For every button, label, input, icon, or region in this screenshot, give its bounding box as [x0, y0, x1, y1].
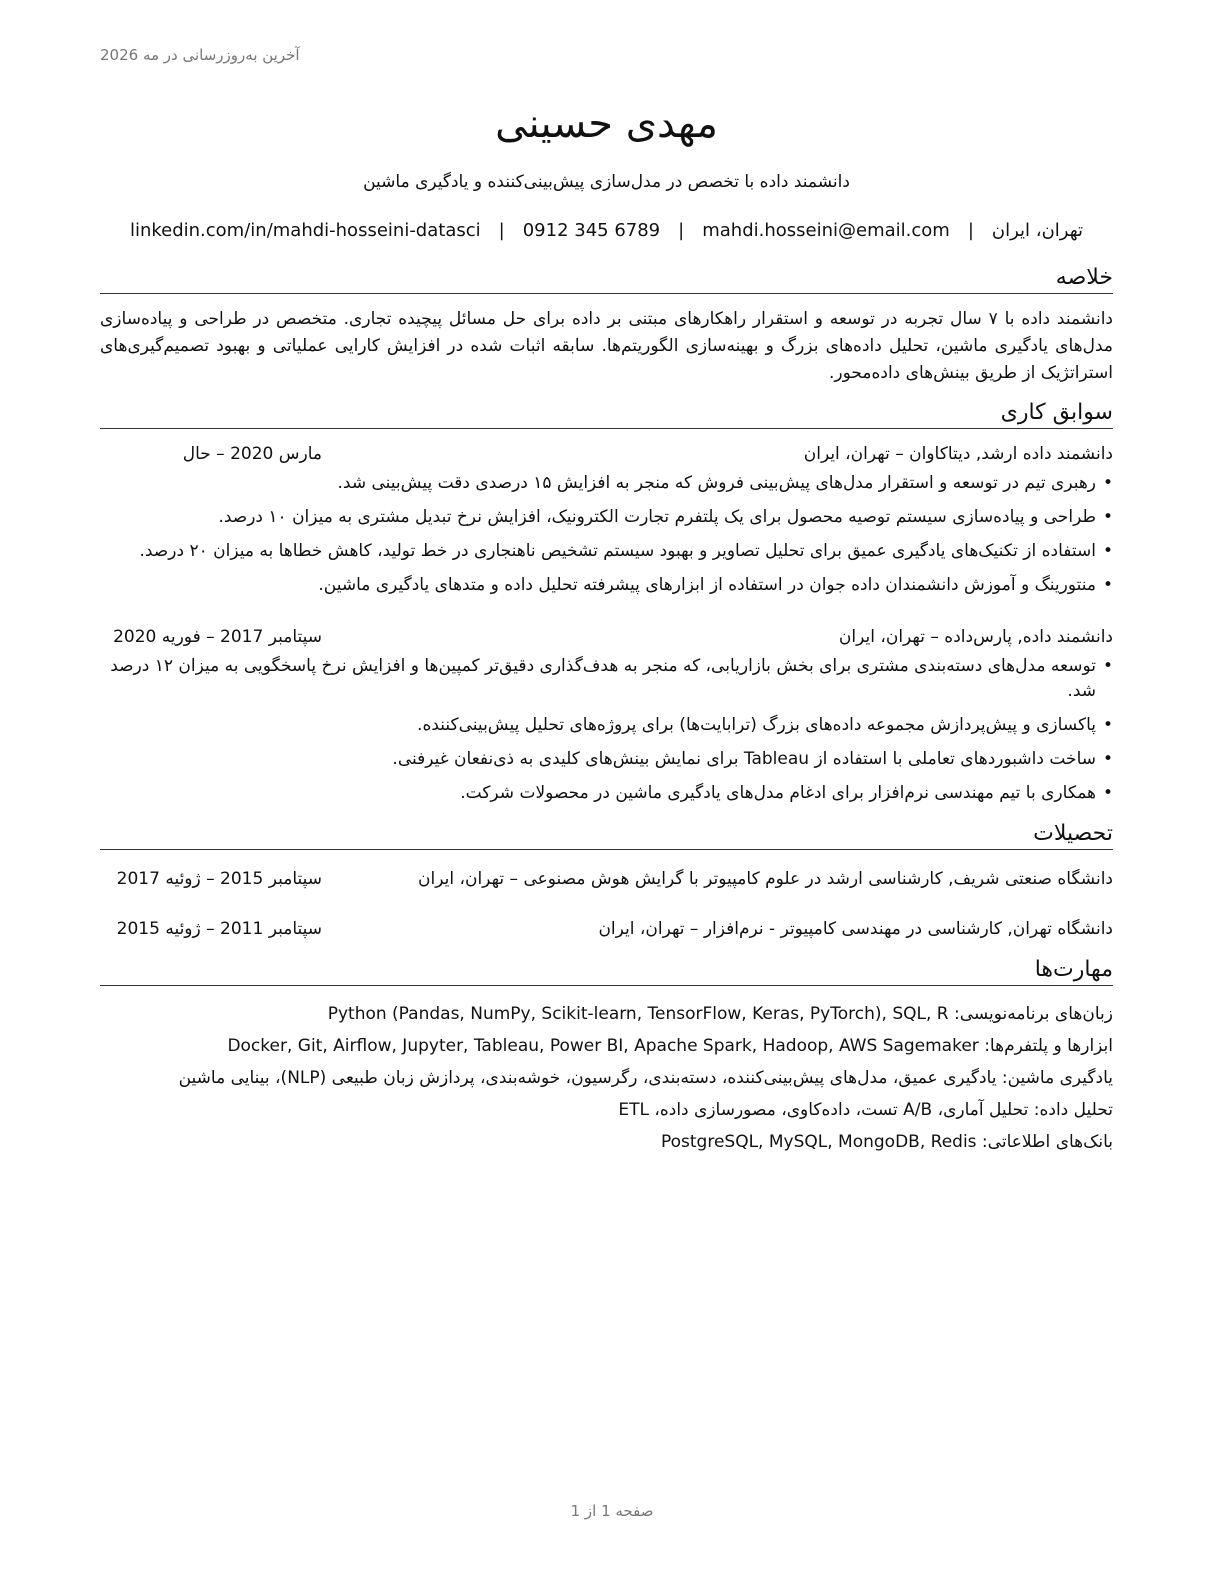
education-dates: سپتامبر 2011 – ژوئیه 2015 [116, 919, 322, 939]
job-bullet: • منتورینگ و آموزش دانشمندان داده جوان در استفاده از ابزارهای پیشرفته تحلیل داده و متدهای یادگیری ماشین. [100, 573, 1113, 598]
job-bullets [100, 654, 1113, 806]
summary-heading: خلاصه [100, 264, 1113, 294]
page-number: صفحه 1 از 1 [570, 1502, 654, 1520]
job-title: دانشمند داده ارشد, دیتاکاوان – تهران، ایران [803, 444, 1113, 464]
job-bullet: • طراحی و پیاده‌سازی سیستم توصیه محصول برای یک پلتفرم تجارت الکترونیک، افزایش نرخ تبدیل مشتری به میزان ۱۰ درصد. [100, 505, 1113, 530]
education-title: دانشگاه صنعتی شریف, کارشناسی ارشد در علوم کامپیوتر با گرایش هوش مصنوعی – تهران، ایران [418, 869, 1113, 889]
contact-separator: | [498, 220, 505, 241]
skills-list [100, 998, 1113, 1158]
contact-email[interactable]: mahdi.hosseini@email.com [702, 220, 950, 241]
education-dates: سپتامبر 2015 – ژوئیه 2017 [116, 869, 322, 889]
job-dates: سپتامبر 2017 – فوریه 2020 [113, 627, 322, 647]
summary-text: دانشمند داده با ۷ سال تجربه در توسعه و استقرار راهکارهای مبتنی بر داده برای حل مسائل پیچیده تجاری. متخصص در طراحی و پیاده‌سازی مدل‌های یادگیری ماشین، تحلیل داده‌های بزرگ و بهینه‌سازی الگوریتم‌ها. سابقه اثبات شده در افزایش کارایی عملیاتی و بهبود تصمیم‌گیری‌های استراتژیک از طریق بینش‌های داده‌محور. [100, 309, 1114, 383]
education-entry [100, 916, 1113, 942]
job-dates: مارس 2020 – حال [182, 444, 322, 464]
job-bullet: • رهبری تیم در توسعه و استقرار مدل‌های پیش‌بینی فروش که منجر به افزایش ۱۵ درصدی دقت پیش‌بینی شد. [100, 471, 1113, 496]
job-bullet: • پاکسازی و پیش‌پردازش مجموعه داده‌های بزرگ (ترابایت‌ها) برای پروژه‌های تحلیل پیش‌بینی‌کننده. [100, 713, 1113, 738]
skill-line: ابزارها و پلتفرم‌ها: Docker, Git, Airflow, Jupyter, Tableau, Power BI, Apache Spark, Hadoop, AWS Sagemaker [227, 1036, 1113, 1056]
job-entry [100, 624, 1113, 806]
education-section [100, 820, 1113, 942]
summary-section [100, 264, 1113, 387]
skill-line: زبان‌های برنامه‌نویسی: Python (Pandas, NumPy, Scikit-learn, TensorFlow, Keras, PyTorch), SQL, R [327, 1004, 1113, 1024]
skills-heading: مهارت‌ها [100, 956, 1113, 986]
job-bullet: • همکاری با تیم مهندسی نرم‌افزار برای ادغام مدل‌های یادگیری ماشین در محصولات شرکت. [100, 781, 1113, 806]
job-bullet: • ساخت داشبوردهای تعاملی با استفاده از Tableau برای نمایش بینش‌های کلیدی به ذی‌نفعان غیرفنی. [100, 747, 1113, 772]
education-entry [100, 866, 1113, 892]
education-heading: تحصیلات [100, 820, 1113, 850]
resume-page [100, 96, 1113, 1158]
job-header [100, 624, 1113, 650]
contact-location: تهران، ایران [991, 220, 1084, 241]
job-bullets [100, 471, 1113, 598]
candidate-tagline: دانشمند داده با تخصص در مدل‌سازی پیش‌بینی‌کننده و یادگیری ماشین [363, 172, 850, 192]
job-entry [100, 441, 1113, 598]
job-header [100, 441, 1113, 467]
last-updated-note: آخرین به‌روزرسانی در مه 2026 [100, 46, 300, 64]
education-title: دانشگاه تهران, کارشناسی در مهندسی کامپیوتر - نرم‌افزار – تهران، ایران [598, 919, 1113, 939]
contact-linkedin[interactable]: linkedin.com/in/mahdi-hosseini-datasci [129, 220, 481, 241]
job-bullet: • توسعه مدل‌های دسته‌بندی مشتری برای بخش بازاریابی، که منجر به هدف‌گذاری دقیق‌تر کمپین‌ها و افزایش نرخ پاسخگویی به میزان ۱۲ درصد شد. [100, 654, 1113, 704]
contact-line [100, 218, 1113, 244]
job-title: دانشمند داده, پارس‌داده – تهران، ایران [838, 627, 1113, 647]
contact-phone[interactable]: 0912 345 6789 [522, 220, 661, 241]
experience-heading: سوابق کاری [100, 399, 1113, 429]
skills-section [100, 956, 1113, 1158]
candidate-name: مهدی حسینی [495, 101, 718, 147]
contact-separator: | [967, 220, 974, 241]
skill-line: بانک‌های اطلاعاتی: PostgreSQL, MySQL, MongoDB, Redis [660, 1132, 1113, 1152]
job-bullet: • استفاده از تکنیک‌های یادگیری عمیق برای تحلیل تصاویر و بهبود سیستم تشخیص ناهنجاری در خط تولید، کاهش خطاها به میزان ۲۰ درصد. [100, 539, 1113, 564]
contact-separator: | [678, 220, 685, 241]
skill-line: تحلیل داده: تحلیل آماری، A/B تست، داده‌کاوی، مصورسازی داده، ETL [618, 1100, 1113, 1120]
skill-line: یادگیری ماشین: یادگیری عمیق، مدل‌های پیش‌بینی‌کننده، دسته‌بندی، رگرسیون، خوشه‌بندی، پردازش زبان طبیعی (NLP)، بینایی ماشین [178, 1068, 1113, 1088]
experience-section [100, 399, 1113, 806]
